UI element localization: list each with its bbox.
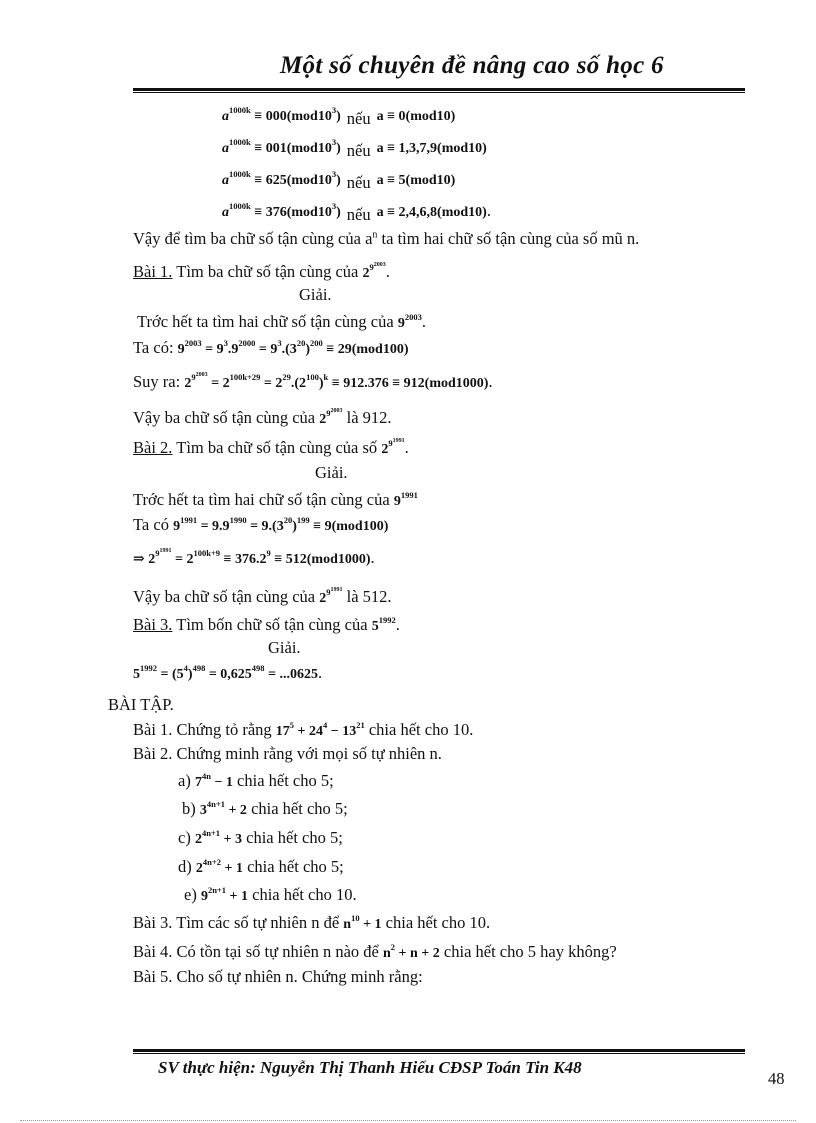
- exercise-2c-label: c): [178, 828, 191, 847]
- formula-mod-exp: 3: [331, 201, 337, 211]
- formula-rhs: ≡ 376(mod10: [250, 205, 332, 220]
- exercise-4: [133, 942, 617, 962]
- bai1-taco-expr: $9^{2003} = 9^3.9^{2000} = 9^3.(3^{20})^{200} \equiv 29(mod100)$: [177, 338, 409, 357]
- formula-row: [222, 137, 487, 160]
- formula-base: a: [222, 205, 229, 220]
- exercise-2d-expr: $2^{4n+2} + 1$: [195, 857, 243, 876]
- bai2-conclusion: [133, 587, 392, 607]
- bai1-taco-text: Ta có:: [133, 338, 178, 357]
- bai2-conclusion-text: Vậy ba chữ số tận cùng của: [133, 587, 320, 606]
- exercise-2a: [178, 771, 334, 791]
- bai1-text: Tìm ba chữ số tận cùng của: [172, 262, 363, 281]
- formula-row: [222, 201, 491, 224]
- exercise-2e-expr: $9^{2n+1} + 1$: [200, 885, 249, 904]
- intro-exp: n: [372, 229, 378, 241]
- intro-text: Vậy để tìm ba chữ số tận cùng của a: [133, 229, 373, 248]
- intro-line: [133, 229, 639, 249]
- bai1-suyra: Suy ra: $2^{9^{2003}} = 2^{100k+29} = 2^{29}.(2^{100})^k \equiv 912.376 \equiv 912(mod1000)$.: [133, 372, 493, 391]
- formula-condition: a ≡ 0(mod10): [376, 109, 456, 124]
- bai1-result: là 912.: [342, 408, 392, 427]
- bai1-step1-text: Trớc hết ta tìm hai chữ số tận cùng của: [137, 312, 398, 331]
- exercise-3-expr: $n^{10} + 1$: [343, 913, 382, 932]
- bai2-step1-text: Trớc hết ta tìm hai chữ số tận cùng của: [133, 490, 394, 509]
- formula-exp: 1000k: [229, 105, 251, 115]
- exercise-2e: [184, 885, 357, 905]
- exercise-2: [133, 744, 442, 764]
- header-rule-thick: [133, 88, 745, 91]
- formula-expr: [222, 201, 341, 220]
- bai2-result: là 512.: [342, 587, 392, 606]
- exercise-2c-post: chia hết cho 5;: [242, 828, 343, 847]
- bai1-step1-expr: $9^{2003}$: [397, 312, 422, 331]
- exercise-4-post: chia hết cho 5 hay không?: [439, 942, 617, 961]
- bai3-text: Tìm bốn chữ số tận cùng của: [172, 615, 372, 634]
- exercise-2b-label: b): [182, 799, 196, 818]
- formula-mod-exp: 3: [331, 137, 337, 147]
- formula-period: .: [486, 201, 491, 220]
- formula-rhs: ≡ 625(mod10: [250, 173, 332, 188]
- exercise-2c: [178, 828, 343, 848]
- bai2-taco-expr: $9^{1991} = 9.9^{1990} = 9.(3^{20})^{199} \equiv 9(mod100)$: [173, 515, 389, 534]
- bai2-line: Bài 2. Tìm ba chữ số tận cùng của số $2^{9^{1991}}$.: [133, 438, 409, 457]
- exercise-1-pre: Bài 1. Chứng tỏ rằng: [133, 720, 276, 739]
- formula-close: ): [336, 109, 341, 124]
- bai3-expr: $5^{1992}$: [371, 615, 396, 634]
- formula-condition: a ≡ 5(mod10): [376, 173, 456, 188]
- formula-exp: 1000k: [229, 137, 251, 147]
- exercise-3: [133, 913, 490, 933]
- exercise-2b-post: chia hết cho 5;: [246, 799, 348, 818]
- exercise-2-text: Bài 2. Chứng minh rằng với mọi số tự nhiên n.: [133, 744, 442, 763]
- exercise-2d-post: chia hết cho 5;: [242, 857, 344, 876]
- exercise-4-expr: $n^2 + n + 2$: [383, 942, 440, 961]
- bai1-step1: Trớc hết ta tìm hai chữ số tận cùng của $9^{2003}$.: [137, 312, 426, 331]
- formula-base: a: [222, 173, 229, 188]
- exercise-3-pre: Bài 3. Tìm các số tự nhiên n để: [133, 913, 344, 932]
- exercise-2d-label: d): [178, 857, 192, 876]
- exercise-2e-post: chia hết cho 10.: [248, 885, 357, 904]
- bai1-suyra-expr: $2^{9^{2003}} = 2^{100k+29} = 2^{29}.(2^{100})^k \equiv 912.376 \equiv 912(mod1000)$: [184, 372, 489, 391]
- footer-rule-thin: [133, 1053, 745, 1054]
- page-number: 48: [768, 1069, 785, 1088]
- bai2-taco-text: Ta có: [133, 515, 174, 534]
- exercise-1: [133, 720, 473, 740]
- exercise-3-post: chia hết cho 10.: [381, 913, 491, 932]
- formula-row: [222, 105, 456, 128]
- footer-rule-thick: [133, 1049, 745, 1052]
- exercise-5: Bài 5. Cho số tự nhiên n. Chứng minh rằng:: [133, 967, 423, 986]
- exercise-4-pre: Bài 4. Có tồn tại số tự nhiên n nào để: [133, 942, 383, 961]
- bai1-taco: [133, 338, 408, 358]
- formula-word: nếu: [346, 205, 371, 224]
- bai1-expr: $2^{9^{2003}}$: [362, 262, 386, 281]
- exercise-2a-expr: $7^{4n} - 1$: [194, 771, 233, 790]
- formula-close: ): [336, 205, 341, 220]
- exercise-2b: [182, 799, 348, 819]
- exercise-2d: [178, 857, 344, 877]
- formula-base: a: [222, 109, 229, 124]
- formula-word: nếu: [346, 109, 371, 128]
- bai3-solution: Giải.: [268, 638, 301, 657]
- bai2-conclusion-expr: $2^{9^{1991}}$: [319, 587, 343, 606]
- formula-exp: 1000k: [229, 201, 251, 211]
- formula-word: nếu: [346, 141, 371, 160]
- formula-rhs: ≡ 000(mod10: [250, 109, 332, 124]
- bai3-calc: $5^{1992} = (5^4)^{498} = 0,625^{498} = ...0625$.: [133, 663, 323, 682]
- formula-close: ): [336, 173, 341, 188]
- formula-condition: a ≡ 1,3,7,9(mod10): [376, 141, 487, 156]
- formula-expr: [222, 169, 341, 188]
- formula-mod-exp: 3: [331, 105, 337, 115]
- formula-expr: [222, 105, 341, 124]
- exercise-1-post: chia hết cho 10.: [364, 720, 474, 739]
- formula-mod-exp: 3: [331, 169, 337, 179]
- exercise-2a-label: a): [178, 771, 191, 790]
- formula-expr: [222, 137, 341, 156]
- bai2-solution: Giải.: [315, 463, 348, 482]
- exercise-1-expr: $17^5 + 24^4 - 13^{21}$: [275, 720, 365, 739]
- header-rule-thin: [133, 92, 745, 93]
- bai2-step1: [133, 490, 418, 510]
- bai1-suyra-text: Suy ra:: [133, 372, 185, 391]
- formula-close: ): [336, 141, 341, 156]
- exercises-heading: BÀI TẬP.: [108, 695, 174, 714]
- exercise-2c-expr: $2^{4n+1} + 3$: [194, 828, 243, 847]
- bai1-conclusion: [133, 408, 392, 428]
- bai2-implication: ⇒ $2^{9^{1991}} = 2^{100k+9} \equiv 376.2^9 \equiv 512(mod1000)$.: [133, 548, 375, 567]
- exercise-2a-post: chia hết cho 5;: [232, 771, 334, 790]
- bai3-label: Bài 3.: [133, 615, 173, 634]
- bai2-expr: $2^{9^{1991}}$: [381, 438, 405, 457]
- bai1-solution: Giải.: [299, 285, 332, 304]
- bai3-line: Bài 3. Tìm bốn chữ số tận cùng của $5^{1992}$.: [133, 615, 400, 634]
- bai1-conclusion-text: Vậy ba chữ số tận cùng của: [133, 408, 320, 427]
- bai2-taco: [133, 515, 388, 535]
- header-title: Một số chuyên đề nâng cao số học 6: [280, 52, 664, 79]
- intro-rest: ta tìm hai chữ số tận cùng của số mũ n.: [377, 229, 640, 248]
- bai2-step1-expr: $9^{1991}$: [393, 490, 418, 509]
- formula-rhs: ≡ 001(mod10: [250, 141, 332, 156]
- bai1-line: Bài 1. Tìm ba chữ số tận cùng của $2^{9^{2003}}$.: [133, 262, 390, 281]
- bai3-calc-expr: $5^{1992} = (5^4)^{498} = 0,625^{498} = ...0625$: [133, 663, 319, 682]
- page-bottom-border: [20, 1120, 796, 1121]
- bai1-label: Bài 1.: [133, 262, 173, 281]
- formula-base: a: [222, 141, 229, 156]
- formula-word: nếu: [346, 173, 371, 192]
- bai2-implication-expr: ⇒ $2^{9^{1991}} = 2^{100k+9} \equiv 376.2^9 \equiv 512(mod1000)$: [133, 548, 371, 567]
- bai1-conclusion-expr: $2^{9^{2003}}$: [319, 408, 343, 427]
- bai2-text: Tìm ba chữ số tận cùng của số: [172, 438, 382, 457]
- exercise-2e-label: e): [184, 885, 197, 904]
- formula-row: [222, 169, 456, 192]
- formula-condition: a ≡ 2,4,6,8(mod10): [376, 205, 487, 220]
- bai2-label: Bài 2.: [133, 438, 173, 457]
- footer-author: SV thực hiện: Nguyễn Thị Thanh Hiếu CĐSP Toán Tin K48: [158, 1058, 582, 1077]
- exercise-2b-expr: $3^{4n+1} + 2$: [199, 799, 247, 818]
- formula-exp: 1000k: [229, 169, 251, 179]
